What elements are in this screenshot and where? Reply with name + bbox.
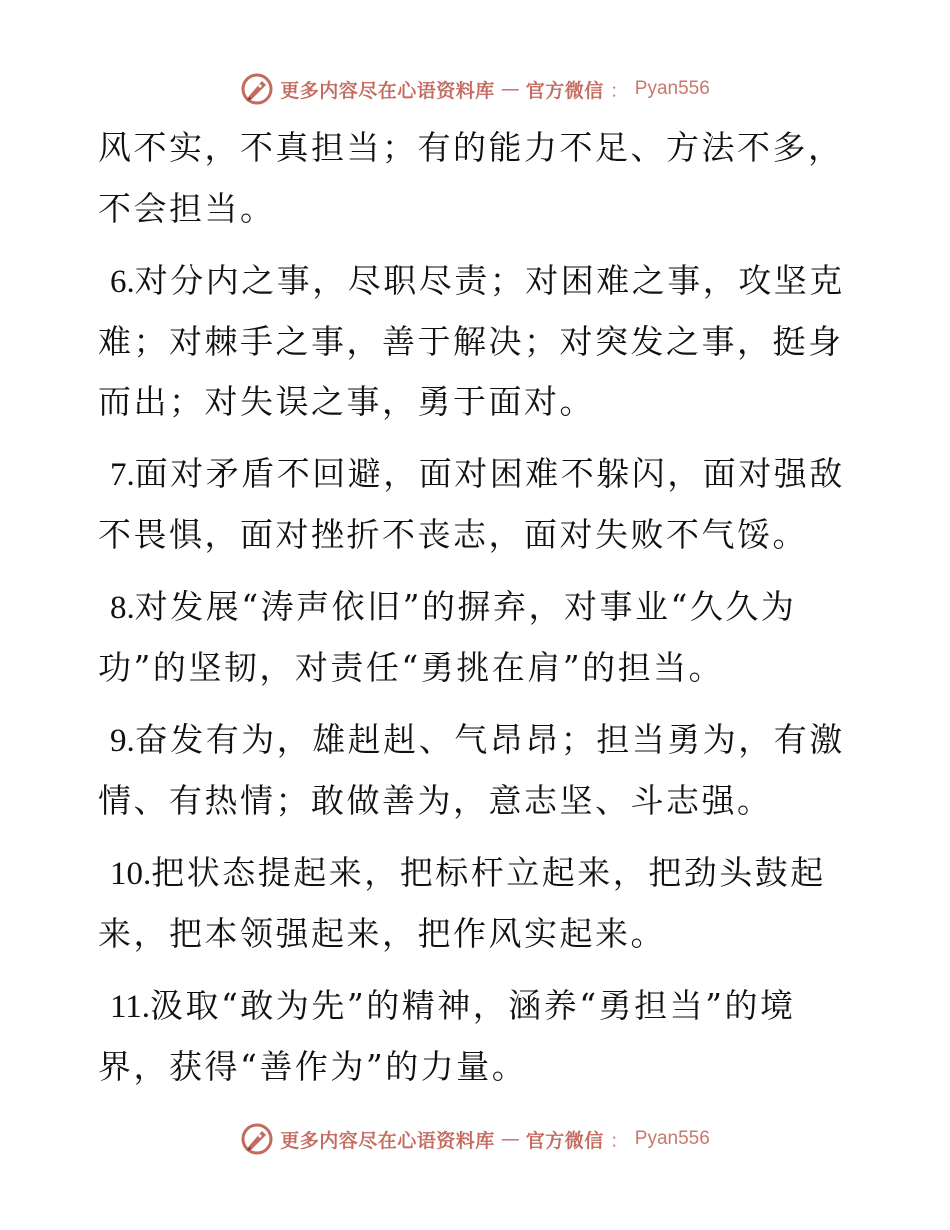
- list-item-7: [98, 444, 858, 565]
- watermark-colon: ：: [609, 1129, 629, 1152]
- paragraph-text: 奋发有为，雄赳赳、气昂昂；担当勇为，有激情、有热情；敢做善为，意志坚、斗志强。: [98, 720, 845, 820]
- list-item-10: [98, 843, 858, 964]
- list-item-6: [98, 251, 858, 432]
- list-item-9: [98, 710, 858, 831]
- paragraph-continued: [98, 118, 858, 239]
- item-number: 6.: [110, 264, 135, 300]
- item-number: 10.: [110, 856, 152, 892]
- paragraph-text: 对分内之事，尽职尽责；对困难之事，攻坚克难；对棘手之事，善于解决；对突发之事，挺身而出；对失误之事，勇于面对。: [98, 261, 845, 421]
- watermark-colon: ：: [609, 79, 629, 102]
- watermark-separator: —: [500, 1128, 520, 1150]
- pen-nib-logo-icon: [240, 72, 274, 106]
- watermark-label: 官方微信: [525, 79, 604, 102]
- watermark-label: 官方微信: [525, 1129, 604, 1152]
- document-body: [98, 118, 858, 1109]
- footer-watermark: [0, 1122, 950, 1156]
- header-watermark: [0, 72, 950, 106]
- pen-nib-logo-icon: [240, 1122, 274, 1156]
- list-item-8: [98, 577, 858, 698]
- item-number: 11.: [110, 989, 151, 1025]
- paragraph-text: 面对矛盾不回避，面对困难不躲闪，面对强敌不畏惧，面对挫折不丧志，面对失败不气馁。: [98, 454, 845, 554]
- item-number: 9.: [110, 723, 135, 759]
- item-number: 7.: [110, 457, 135, 493]
- list-item-11: [98, 976, 858, 1097]
- watermark-wechat-id: Pyan556: [634, 78, 710, 99]
- watermark-text: 更多内容尽在心语资料库: [280, 79, 495, 102]
- watermark-wechat-id: Pyan556: [634, 1128, 710, 1149]
- paragraph-text: 汲取“敢为先”的精神，涵养“勇担当”的境界，获得“善作为”的力量。: [98, 986, 796, 1086]
- paragraph-text: 风不实，不真担当；有的能力不足、方法不多，不会担当。: [98, 128, 844, 228]
- paragraph-text: 把状态提起来，把标杆立起来，把劲头鼓起来，把本领强起来，把作风实起来。: [98, 853, 826, 953]
- watermark-text: 更多内容尽在心语资料库: [280, 1129, 495, 1152]
- item-number: 8.: [110, 590, 135, 626]
- watermark-separator: —: [500, 78, 520, 100]
- paragraph-text: 对发展“涛声依旧”的摒弃，对事业“久久为功”的坚韧，对责任“勇挑在肩”的担当。: [98, 587, 797, 687]
